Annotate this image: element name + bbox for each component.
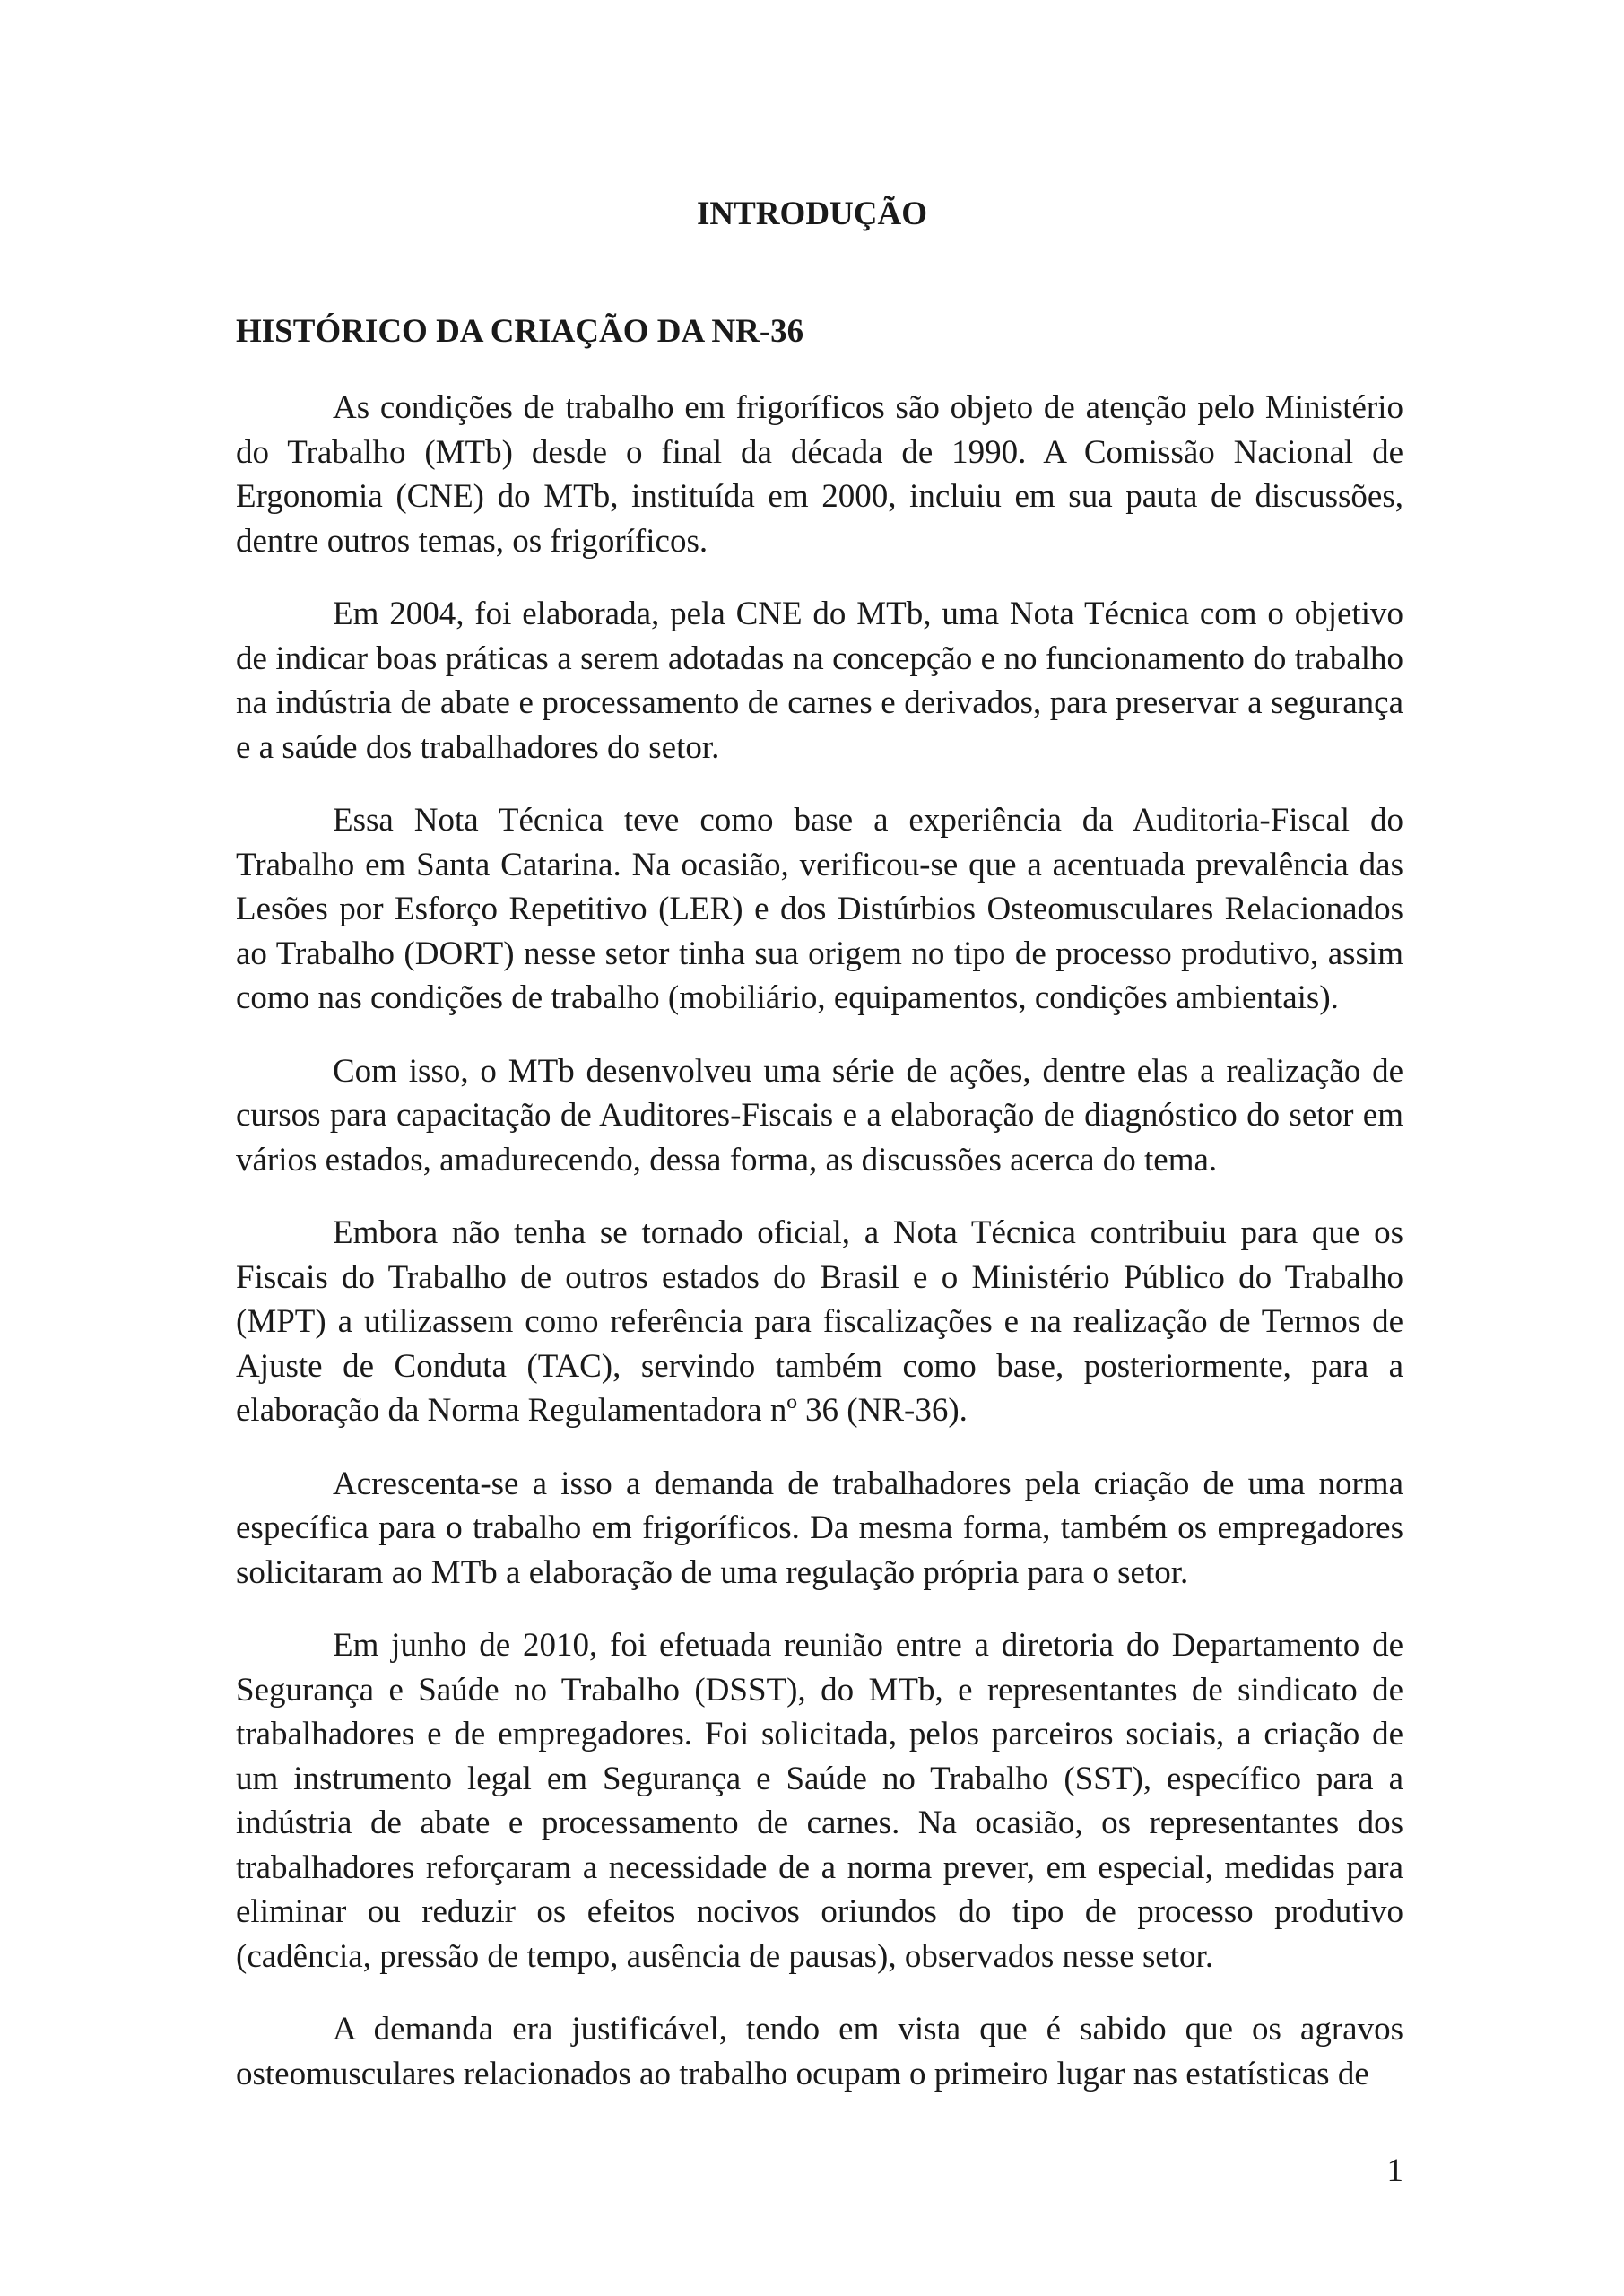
paragraph: Em junho de 2010, foi efetuada reunião entre a diretoria do Departamento de Segurança e Saúde no Trabalho (DSST), do MTb, e representantes de sindicato de trabalhadores e de empregadores. Foi solicitada, pelos parceiros sociais, a criação de um instrumento legal em Segurança e Saúde no Trabalho (SST), específico para a indústria de abate e processamento de carnes. Na ocasião, os representantes dos trabalhadores reforçaram a necessidade de a norma prever, em especial, medidas para eliminar ou reduzir os efeitos nocivos oriundos do tipo de processo produtivo (cadência, pressão de tempo, ausência de pausas), observados nesse setor. [236,1627,1403,1975]
body-text [236,386,1403,2096]
paragraph: Em 2004, foi elaborada, pela CNE do MTb, uma Nota Técnica com o objetivo de indicar boas práticas a serem adotadas na concepção e no funcionamento do trabalho na indústria de abate e processamento de carnes e derivados, para preservar a segurança e a saúde dos trabalhadores do setor. [236,596,1403,766]
section-heading: HISTÓRICO DA CRIAÇÃO DA NR-36 [236,313,804,350]
paragraph: As condições de trabalho em frigoríficos são objeto de atenção pelo Ministério do Trabalho (MTb) desde o final da década de 1990. A Comissão Nacional de Ergonomia (CNE) do MTb, instituída em 2000, incluiu em sua pauta de discussões, dentre outros temas, os frigoríficos. [236,389,1403,560]
page-title: INTRODUÇÃO [697,196,927,232]
paragraph: A demanda era justificável, tendo em vista que é sabido que os agravos osteomusculares relacionados ao trabalho ocupam o primeiro lugar nas estatísticas de [236,2011,1403,2092]
page-number: 1 [1386,2152,1403,2189]
paragraph: Embora não tenha se tornado oficial, a Nota Técnica contribuiu para que os Fiscais do Trabalho de outros estados do Brasil e o Ministério Público do Trabalho (MPT) a utilizassem como referência para fiscalizações e na realização de Termos de Ajuste de Conduta (TAC), servindo também como base, posteriormente, para a elaboração da Norma Regulamentadora nº 36 (NR-36). [236,1214,1403,1429]
paragraph: Com isso, o MTb desenvolveu uma série de ações, dentre elas a realização de cursos para capacitação de Auditores-Fiscais e a elaboração de diagnóstico do setor em vários estados, amadurecendo, dessa forma, as discussões acerca do tema. [236,1052,1403,1178]
paragraph: Essa Nota Técnica teve como base a experiência da Auditoria-Fiscal do Trabalho em Santa Catarina. Na ocasião, verificou-se que a acentuada prevalência das Lesões por Esforço Repetitivo (LER) e dos Distúrbios Osteomusculares Relacionados ao Trabalho (DORT) nesse setor tinha sua origem no tipo de processo produtivo, assim como nas condições de trabalho (mobiliário, equipamentos, condições ambientais). [236,802,1403,1016]
paragraph: Acrescenta-se a isso a demanda de trabalhadores pela criação de uma norma específica para o trabalho em frigoríficos. Da mesma forma, também os empregadores solicitaram ao MTb a elaboração de uma regulação própria para o setor. [236,1465,1403,1591]
